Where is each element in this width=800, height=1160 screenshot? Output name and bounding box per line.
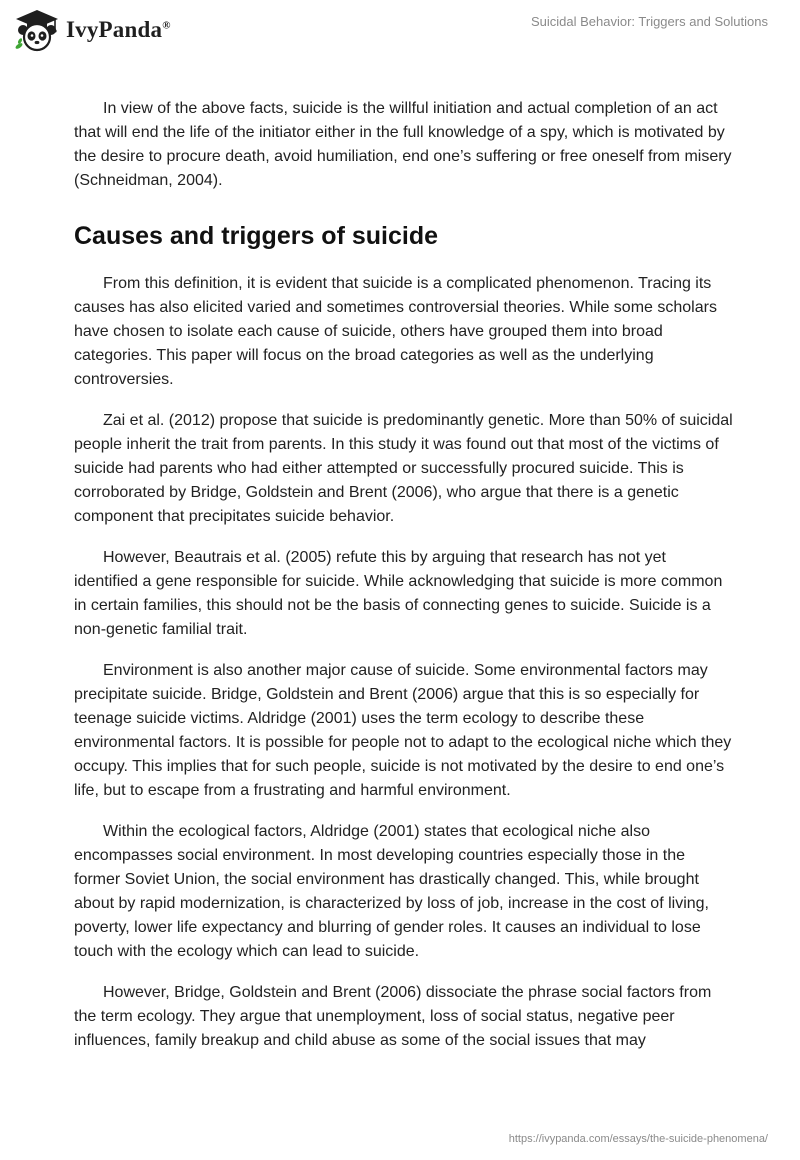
- paragraph-genetic: Zai et al. (2012) propose that suicide is predominantly genetic. More than 50% of suicidal people inherit the trait from parents. In this study it was found out that most of the victims of suicide had parents who had either attempted or successfully procured suicide. This is corroborated by Bridge, Goldstein and Brent (2006), who argue that there is a genetic component that precipitates suicide behavior.: [74, 412, 733, 525]
- essay-content: [74, 97, 734, 1053]
- document-title: Suicidal Behavior: Triggers and Solutions: [530, 14, 768, 29]
- ivypanda-logo[interactable]: [14, 8, 171, 52]
- paragraph-definition: From this definition, it is evident that suicide is a complicated phenomenon. Tracing its causes has also elicited varied and sometimes controversial theories. While some scholars have chosen to isolate each cause of suicide, others have grouped them into broad categories. This paper will focus on the broad categories as well as the underlying controversies.: [74, 275, 717, 388]
- section-heading: Causes and triggers of suicide: [74, 222, 438, 250]
- paragraph-environment: Environment is also another major cause of suicide. Some environmental factors may precipitate suicide. Bridge, Goldstein and Brent (2006) argue that this is so especially for teenage suicide victims. Aldridge (2001) uses the term ecology to describe these environmental factors. It is possible for people not to adapt to the ecological niche which they occupy. This implies that for such people, suicide is not motivated by the desire to end one’s life, but to escape from a frustrating and harmful environment.: [74, 662, 732, 799]
- footer-url[interactable]: https://ivypanda.com/essays/the-suicide-phenomena/: [508, 1133, 768, 1145]
- registered-mark: ®: [162, 19, 171, 32]
- paragraph-ecological-factors: Within the ecological factors, Aldridge (2001) states that ecological niche also encompasses social environment. In most developing countries especially those in the former Soviet Union, the social environment has drastically changed. This, while brought about by rapid modernization, is characterized by loss of job, increase in the cost of living, poverty, lower life expectancy and blurring of gender roles. It causes an individual to lose touch with the ecology which can lead to suicide.: [74, 823, 709, 960]
- paragraph-refutation: However, Beautrais et al. (2005) refute this by arguing that research has not yet identified a gene responsible for suicide. While acknowledging that suicide is more common in certain families, this should not be the basis of connecting genes to suicide. Suicide is a non-genetic familial trait.: [74, 549, 723, 638]
- page-header: [0, 0, 800, 60]
- panda-graduation-cap-icon: [14, 8, 60, 52]
- brand-name: IvyPanda®: [66, 17, 171, 42]
- paragraph-social-factors: However, Bridge, Goldstein and Brent (2006) dissociate the phrase social factors from the term ecology. They argue that unemployment, loss of social status, negative peer influences, family breakup and child abuse as some of the social issues that may: [74, 984, 712, 1049]
- intro-paragraph: In view of the above facts, suicide is the willful initiation and actual completion of an act that will end the life of the initiator either in the full knowledge of a spy, which is motivated by the desire to procure death, avoid humiliation, end one’s suffering or free oneself from misery (Schneidman, 2004).: [74, 100, 732, 189]
